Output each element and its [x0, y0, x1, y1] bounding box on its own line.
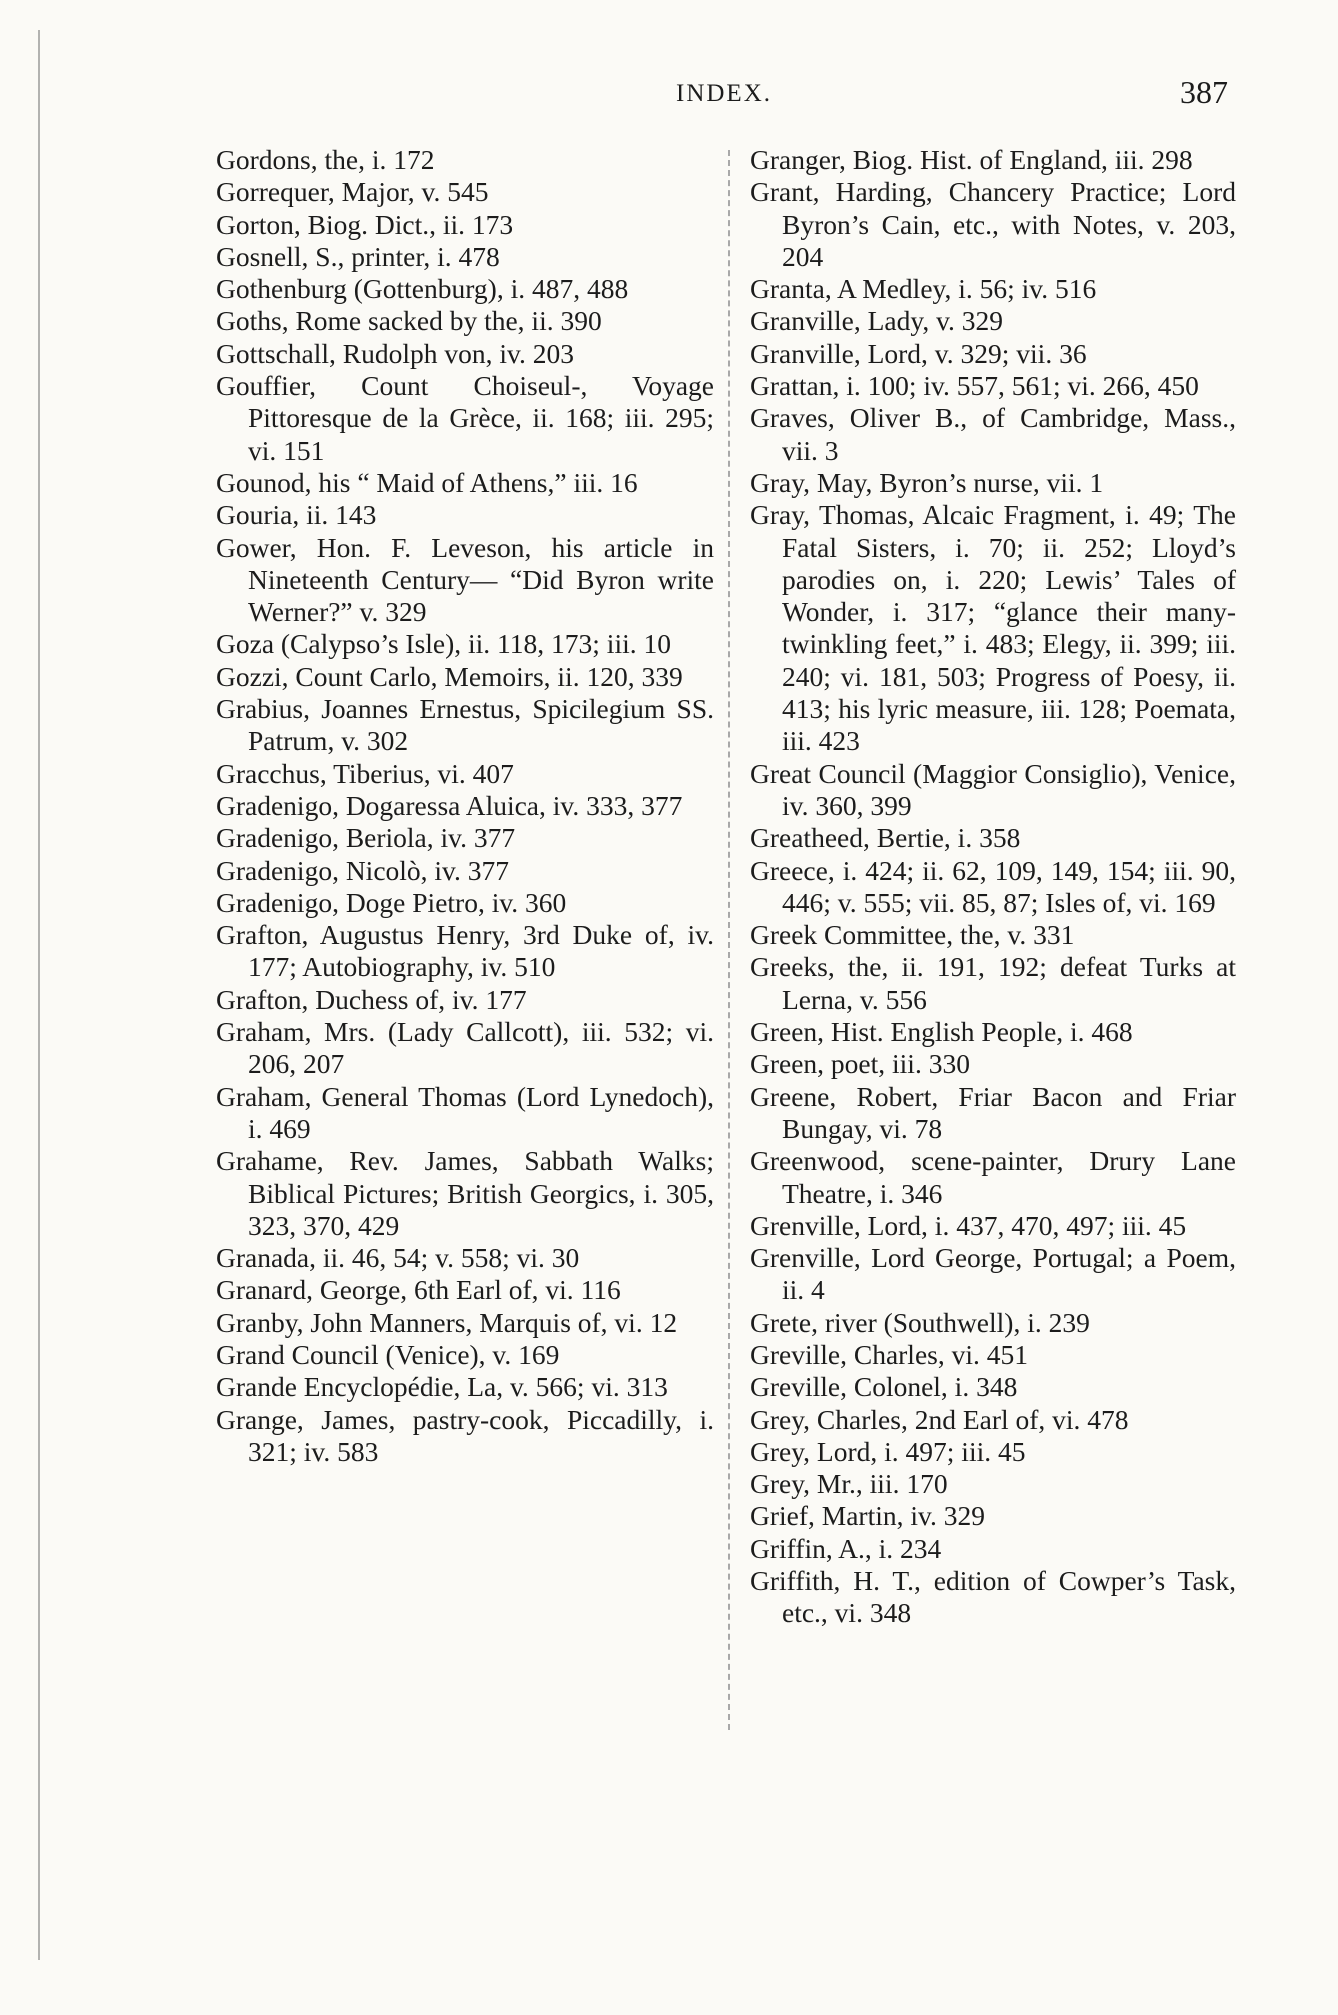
index-entry: Gray, Thomas, Alcaic Fragment, i. 49; The Fatal Sisters, i. 70; ii. 252; Lloyd’s parodies on, i. 220; Lewis’ Tales of Wonder, i. 317; “glance their many-twinkling feet,” i. 483; Elegy, ii. 399; iii. 240; vi. 181, 503; Progress of Poesy, ii. 413; his lyric measure, iii. 128; Poemata, iii. 423: [750, 499, 1236, 757]
index-entry: Graves, Oliver B., of Cambridge, Mass., vii. 3: [750, 402, 1236, 466]
page-number: 387: [1180, 74, 1228, 110]
index-entry: Gradenigo, Dogaressa Aluica, iv. 333, 377: [216, 789, 683, 821]
index-entry: Great Council (Maggior Consiglio), Venice, iv. 360, 399: [750, 757, 1236, 821]
index-entry: Griffith, H. T., edition of Cowper’s Task, etc., vi. 348: [750, 1565, 1236, 1629]
index-entry: Gradenigo, Beriola, iv. 377: [216, 822, 516, 854]
index-entry: Gothenburg (Gottenburg), i. 487, 488: [216, 273, 629, 305]
running-header: INDEX.: [676, 80, 773, 107]
page-binding-edge: [38, 30, 44, 1960]
index-entry: Grahame, Rev. James, Sabbath Walks; Biblical Pictures; British Georgics, i. 305, 323, 370, 429: [216, 1145, 714, 1241]
index-entry: Granville, Lady, v. 329: [750, 305, 1004, 337]
index-entry: Greville, Colonel, i. 348: [750, 1371, 1018, 1403]
index-entry: Goza (Calypso’s Isle), ii. 118, 173; iii. 10: [216, 628, 671, 660]
index-entry: Grabius, Joannes Ernestus, Spicilegium SS. Patrum, v. 302: [216, 693, 714, 757]
index-entry: Gosnell, S., printer, i. 478: [216, 240, 500, 272]
index-entry: Gottschall, Rudolph von, iv. 203: [216, 337, 574, 369]
index-entry: Granby, John Manners, Marquis of, vi. 12: [216, 1306, 678, 1338]
index-entry: Gracchus, Tiberius, vi. 407: [216, 757, 514, 789]
index-entry: Gray, May, Byron’s nurse, vii. 1: [750, 466, 1104, 498]
index-entry: Graham, Mrs. (Lady Callcott), iii. 532; vi. 206, 207: [216, 1016, 714, 1080]
index-entry: Granada, ii. 46, 54; v. 558; vi. 30: [216, 1242, 580, 1274]
index-entry: Graham, General Thomas (Lord Lynedoch), i. 469: [216, 1080, 714, 1144]
index-entry: Grange, James, pastry-cook, Piccadilly, i. 321; iv. 583: [216, 1403, 714, 1467]
index-entry: Granard, George, 6th Earl of, vi. 116: [216, 1274, 621, 1306]
index-entry: Granville, Lord, v. 329; vii. 36: [750, 337, 1087, 369]
index-entry: Greenwood, scene-painter, Drury Lane Theatre, i. 346: [750, 1145, 1236, 1209]
column-divider: [728, 150, 730, 1730]
index-entry: Greene, Robert, Friar Bacon and Friar Bungay, vi. 78: [750, 1080, 1236, 1144]
index-entry: Grand Council (Venice), v. 169: [216, 1338, 560, 1370]
index-entry: Granta, A Medley, i. 56; iv. 516: [750, 273, 1097, 305]
index-entry: Grafton, Duchess of, iv. 177: [216, 983, 527, 1015]
index-entry: Grenville, Lord, i. 437, 470, 497; iii. 45: [750, 1209, 1187, 1241]
index-entry: Gouffier, Count Choiseul-, Voyage Pittoresque de la Grèce, ii. 168; iii. 295; vi. 151: [216, 370, 714, 466]
index-entry: Gower, Hon. F. Leveson, his article in Nineteenth Century— “Did Byron write Werner?” v. 329: [216, 531, 714, 628]
index-entry: Grenville, Lord George, Portugal; a Poem, ii. 4: [750, 1242, 1236, 1306]
index-entry: Greek Committee, the, v. 331: [750, 919, 1075, 951]
index-entry: Grey, Lord, i. 497; iii. 45: [750, 1435, 1026, 1467]
index-entry: Gradenigo, Doge Pietro, iv. 360: [216, 886, 567, 918]
index-entry: Grief, Martin, iv. 329: [750, 1500, 985, 1532]
index-entry: Grey, Charles, 2nd Earl of, vi. 478: [750, 1403, 1129, 1435]
index-entry: Gorrequer, Major, v. 545: [216, 176, 489, 208]
index-entry: Gordons, the, i. 172: [216, 144, 435, 175]
index-entry: Grattan, i. 100; iv. 557, 561; vi. 266, 450: [750, 370, 1199, 402]
index-entry: Greece, i. 424; ii. 62, 109, 149, 154; iii. 90, 446; v. 555; vii. 85, 87; Isles of, vi. 169: [750, 854, 1236, 918]
index-entry: Gounod, his “ Maid of Athens,” iii. 16: [216, 466, 638, 498]
index-entry: Grete, river (Southwell), i. 239: [750, 1306, 1090, 1338]
index-entry: Grey, Mr., iii. 170: [750, 1468, 948, 1500]
index-column-left: [216, 144, 714, 1468]
index-entry: Granger, Biog. Hist. of England, iii. 298: [750, 144, 1193, 175]
index-entry: Greeks, the, ii. 191, 192; defeat Turks at Lerna, v. 556: [750, 951, 1236, 1015]
index-entry: Grafton, Augustus Henry, 3rd Duke of, iv. 177; Autobiography, iv. 510: [216, 919, 714, 983]
index-entry: Greatheed, Bertie, i. 358: [750, 822, 1021, 854]
index-entry: Gorton, Biog. Dict., ii. 173: [216, 208, 514, 240]
index-entry: Green, poet, iii. 330: [750, 1048, 970, 1080]
index-entry: Griffin, A., i. 234: [750, 1532, 942, 1564]
index-entry: Grant, Harding, Chancery Practice; Lord Byron’s Cain, etc., with Notes, v. 203, 204: [750, 176, 1236, 272]
index-column-right: [750, 144, 1236, 1630]
index-entry: Greville, Charles, vi. 451: [750, 1338, 1028, 1370]
index-entry: Goths, Rome sacked by the, ii. 390: [216, 305, 602, 337]
index-entry: Grande Encyclopédie, La, v. 566; vi. 313: [216, 1371, 668, 1403]
index-entry: Gozzi, Count Carlo, Memoirs, ii. 120, 339: [216, 660, 683, 692]
index-entry: Gouria, ii. 143: [216, 499, 377, 531]
index-entry: Gradenigo, Nicolò, iv. 377: [216, 854, 510, 886]
index-entry: Green, Hist. English People, i. 468: [750, 1016, 1133, 1048]
